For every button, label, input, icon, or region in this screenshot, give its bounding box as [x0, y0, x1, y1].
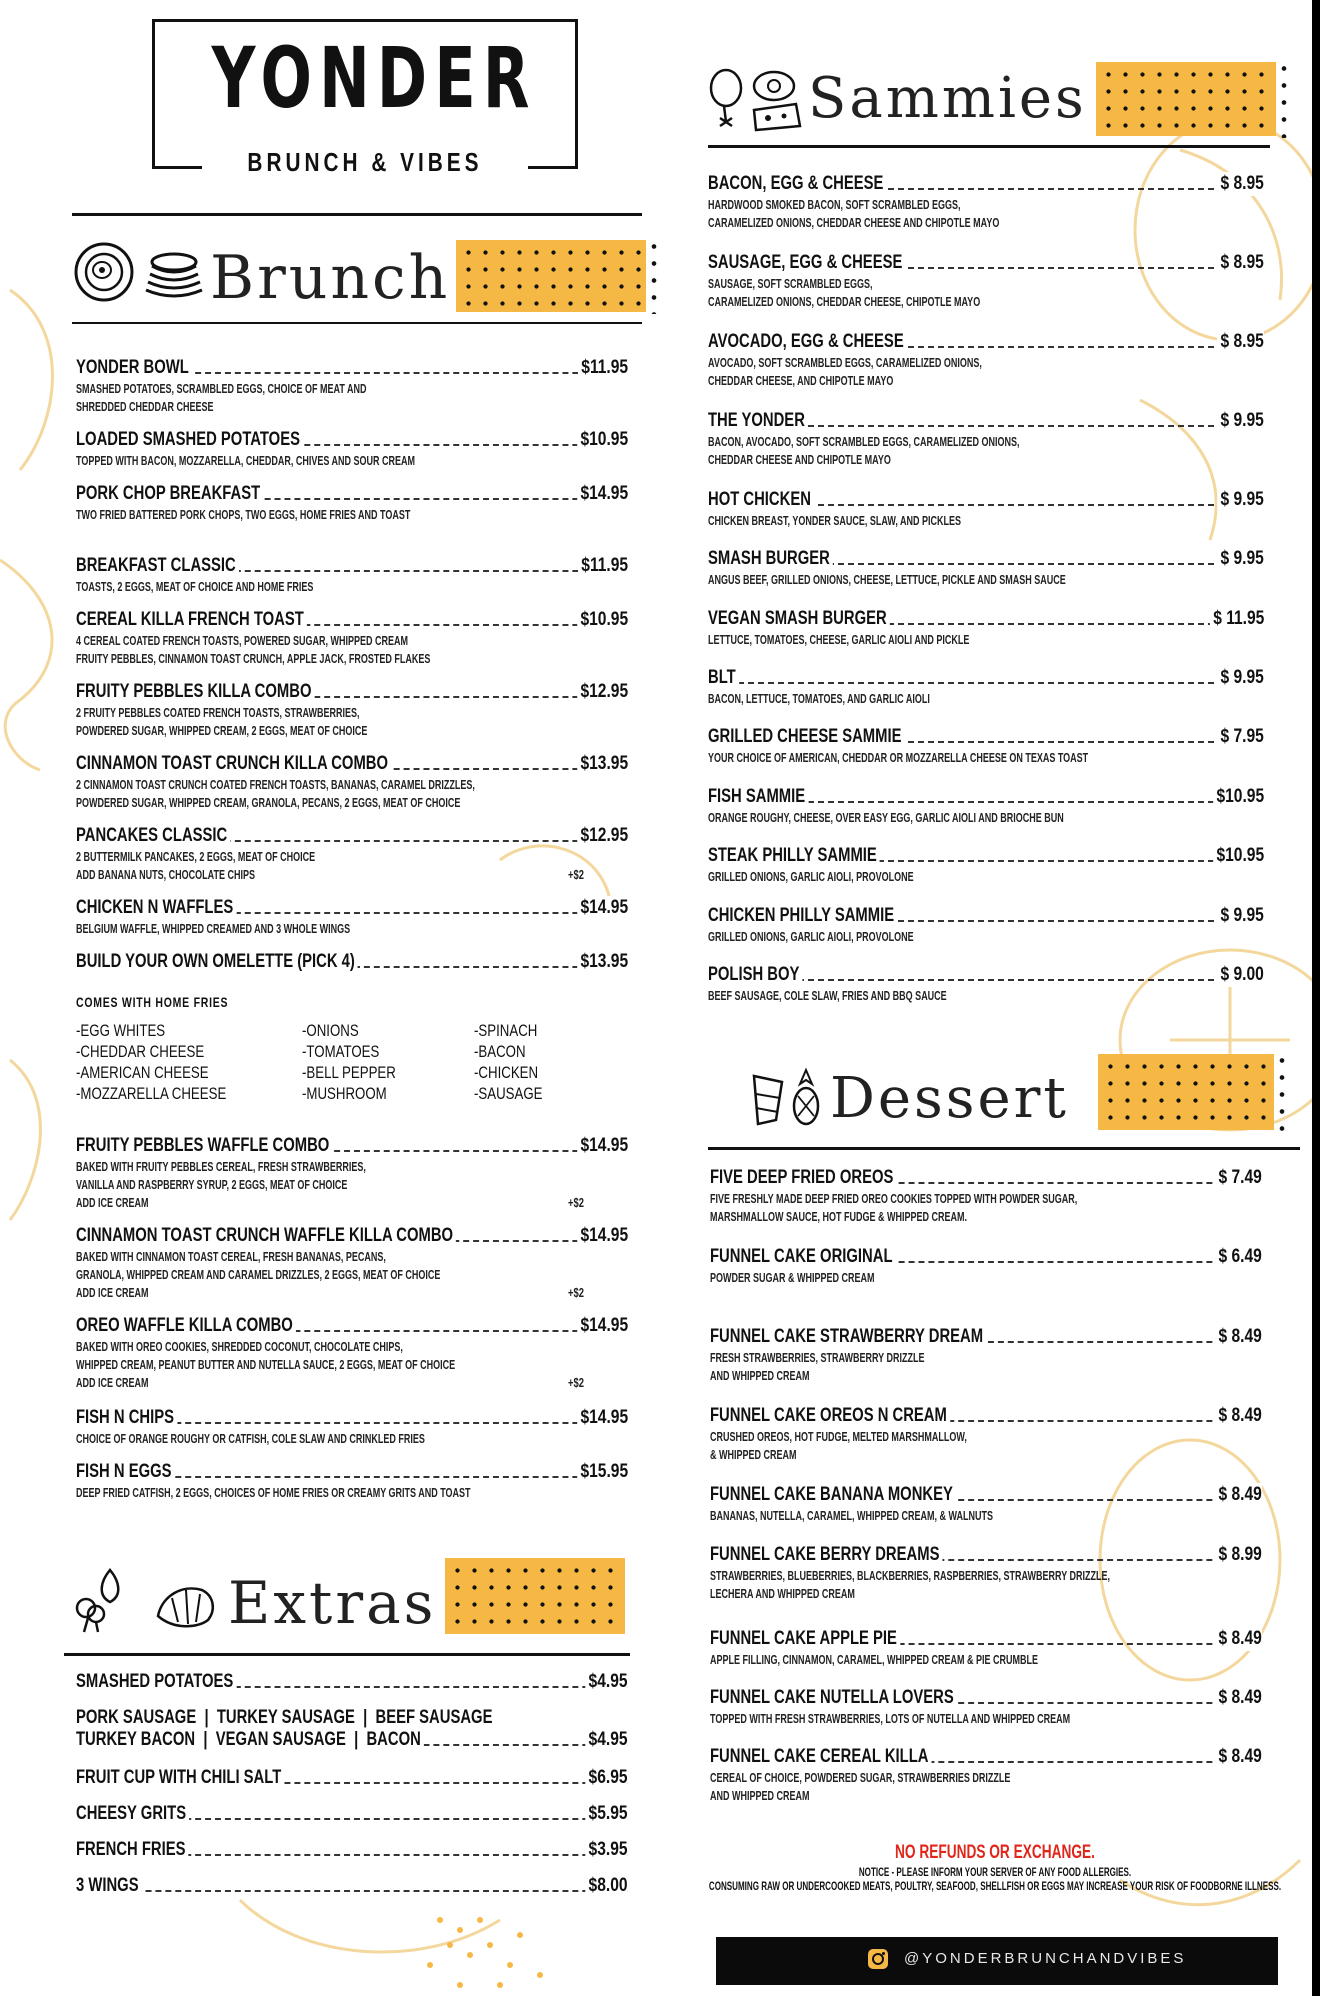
item-name: FRUITY PEBBLES KILLA COMBO: [76, 680, 315, 704]
sammies-header: [706, 56, 1296, 146]
item-description: BELGIUM WAFFLE, WHIPPED CREAMED AND 3 WHOLE WINGS: [76, 922, 351, 936]
dessert-rule: [708, 1147, 1300, 1150]
item-description: ANGUS BEEF, GRILLED ONIONS, CHEESE, LETTUCE, PICKLE AND SMASH SAUCE: [708, 573, 1066, 587]
item-price: $12.95: [577, 824, 628, 848]
item-name: LOADED SMASHED POTATOES: [76, 428, 303, 452]
notice-headline: NO REFUNDS OR EXCHANGE.: [895, 1842, 1095, 1863]
item-description: YOUR CHOICE OF AMERICAN, CHEDDAR OR MOZZARELLA CHEESE ON TEXAS TOAST: [708, 751, 1089, 765]
brunch-item[interactable]: [76, 1460, 628, 1502]
sammie-item[interactable]: [708, 785, 1264, 827]
dessert-header: [746, 1052, 1306, 1152]
item-description: 2 FRUITY PEBBLES COATED FRENCH TOASTS, STRAWBERRIES,: [76, 706, 360, 720]
omelette-options: [76, 1020, 596, 1110]
brunch-dot-edge: [650, 238, 658, 314]
item-price: $ 11.95: [1210, 607, 1264, 631]
item-price: $13.95: [577, 950, 628, 974]
brunch-header: [68, 232, 668, 322]
addon-price: +$2: [568, 1286, 584, 1300]
item-description: POWDERED SUGAR, WHIPPED CREAM, 2 EGGS, MEAT OF CHOICE: [76, 724, 368, 738]
dessert-item[interactable]: [710, 1245, 1262, 1287]
sammie-item[interactable]: [708, 904, 1264, 946]
item-price: $6.95: [586, 1766, 628, 1790]
item-description: 4 CEREAL COATED FRENCH TOASTS, POWERED SUGAR, WHIPPED CREAM: [76, 634, 409, 648]
item-addon: ADD ICE CREAM: [76, 1196, 149, 1210]
sammie-item[interactable]: [708, 666, 1264, 708]
item-description: GRILLED ONIONS, GARLIC AIOLI, PROVOLONE: [708, 870, 914, 884]
omelette-option: -MUSHROOM: [302, 1084, 387, 1103]
item-description: BANANAS, NUTELLA, CARAMEL, WHIPPED CREAM, & WALNUTS: [710, 1509, 993, 1523]
item-price: $ 7.95: [1217, 725, 1264, 749]
item-description: CHEDDAR CHEESE AND CHIPOTLE MAYO: [708, 453, 891, 467]
sammie-item[interactable]: [708, 725, 1264, 767]
item-price: $ 9.95: [1217, 488, 1264, 512]
addon-price: +$2: [568, 1196, 584, 1210]
brunch-item[interactable]: [76, 824, 628, 884]
item-price: $ 9.95: [1217, 666, 1264, 690]
omelette-option: -CHEDDAR CHEESE: [76, 1042, 205, 1061]
item-price: $14.95: [577, 896, 628, 920]
item-name: YONDER BOWL: [76, 356, 192, 380]
item-name: FUNNEL CAKE ORIGINAL: [710, 1245, 896, 1269]
sammies-title: Sammies: [808, 66, 1087, 131]
brand-tagline-wrap: [142, 147, 588, 177]
dot-leader: [708, 682, 1264, 684]
item-price: $5.95: [586, 1802, 628, 1826]
brunch-item[interactable]: [76, 482, 628, 524]
sammie-item[interactable]: [708, 330, 1264, 390]
item-description: TOASTS, 2 EGGS, MEAT OF CHOICE AND HOME FRIES: [76, 580, 314, 594]
omelette-option: -SPINACH: [474, 1021, 538, 1040]
brunch-item[interactable]: [76, 608, 628, 668]
item-description: CHICKEN BREAST, YONDER SAUCE, SLAW, AND PICKLES: [708, 514, 962, 528]
brunch-item[interactable]: [76, 554, 628, 596]
item-description: & WHIPPED CREAM: [710, 1448, 797, 1462]
item-price: $ 8.49: [1215, 1627, 1262, 1651]
extras-rule: [64, 1653, 630, 1656]
sammies-dot-pattern: [1096, 62, 1276, 136]
item-name: FIVE DEEP FRIED OREOS: [710, 1166, 896, 1190]
item-name: FRENCH FRIES: [76, 1838, 189, 1862]
omelette-option: -BELL PEPPER: [302, 1063, 396, 1082]
sammie-item[interactable]: [708, 844, 1264, 886]
item-name: 3 WINGS: [76, 1874, 142, 1898]
addon-price: +$2: [568, 868, 584, 882]
item-description: BEEF SAUSAGE, COLE SLAW, FRIES AND BBQ SAUCE: [708, 989, 947, 1003]
item-description: TWO FRIED BATTERED PORK CHOPS, TWO EGGS, HOME FRIES AND TOAST: [76, 508, 411, 522]
sammie-item[interactable]: [708, 547, 1264, 589]
item-price: $14.95: [577, 482, 628, 506]
item-price: $12.95: [577, 680, 628, 704]
omelette-option: -AMERICAN CHEESE: [76, 1063, 209, 1082]
item-price: $ 9.95: [1217, 409, 1264, 433]
item-description: CRUSHED OREOS, HOT FUDGE, MELTED MARSHMALLOW,: [710, 1430, 967, 1444]
item-description: CARAMELIZED ONIONS, CHEDDAR CHEESE, CHIPOTLE MAYO: [708, 295, 981, 309]
item-name: STEAK PHILLY SAMMIE: [708, 844, 880, 868]
item-description: POWDERED SUGAR, WHIPPED CREAM, GRANOLA, PECANS, 2 EGGS, MEAT OF CHOICE: [76, 796, 461, 810]
item-description: DEEP FRIED CATFISH, 2 EGGS, CHOICES OF HOME FRIES OR CREAMY GRITS AND TOAST: [76, 1486, 471, 1500]
item-description: GRILLED ONIONS, GARLIC AIOLI, PROVOLONE: [708, 930, 914, 944]
item-description: FRUITY PEBBLES, CINNAMON TOAST CRUNCH, APPLE JACK, FROSTED FLAKES: [76, 652, 431, 666]
item-description: HARDWOOD SMOKED BACON, SOFT SCRAMBLED EGGS,: [708, 198, 961, 212]
item-name: FRUITY PEBBLES WAFFLE COMBO: [76, 1134, 332, 1158]
item-description: BAKED WITH OREO COOKIES, SHREDDED COCONUT, CHOCOLATE CHIPS,: [76, 1340, 403, 1354]
extras-item[interactable]: [76, 1706, 628, 1752]
item-name: CHICKEN PHILLY SAMMIE: [708, 904, 897, 928]
item-price: $10.95: [1213, 785, 1264, 809]
social-handle[interactable]: @YONDERBRUNCHANDVIBES: [904, 1950, 1187, 1967]
dessert-title: Dessert: [830, 1066, 1069, 1131]
item-name: CINNAMON TOAST CRUNCH KILLA COMBO: [76, 752, 391, 776]
item-description: GRANOLA, WHIPPED CREAM AND CARAMEL DRIZZLES, 2 EGGS, MEAT OF CHOICE: [76, 1268, 441, 1282]
item-name: BACON, EGG & CHEESE: [708, 172, 887, 196]
extras-item[interactable]: [76, 1874, 628, 1898]
item-price: $ 6.49: [1215, 1245, 1262, 1269]
item-price: $3.95: [586, 1838, 628, 1862]
brunch-dot-pattern: [456, 240, 646, 312]
omelette-option: -CHICKEN: [474, 1063, 539, 1082]
item-name: BLT: [708, 666, 739, 690]
notice-block: [700, 1842, 1290, 1892]
brand-name: YONDER: [211, 29, 537, 127]
item-description: BACON, LETTUCE, TOMATOES, AND GARLIC AIOLI: [708, 692, 930, 706]
dessert-item[interactable]: [710, 1627, 1262, 1669]
item-description: SAUSAGE, SOFT SCRAMBLED EGGS,: [708, 277, 873, 291]
extras-header: [68, 1552, 668, 1652]
instagram-icon-dot: [882, 1952, 885, 1955]
item-name: FRUIT CUP WITH CHILI SALT: [76, 1766, 284, 1790]
item-price: $ 9.95: [1217, 904, 1264, 928]
brunch-item[interactable]: [76, 1406, 628, 1448]
item-price: $ 8.49: [1215, 1745, 1262, 1769]
omelette-option: -MOZZARELLA CHEESE: [76, 1084, 227, 1103]
brunch-item[interactable]: [76, 1134, 628, 1212]
item-name: SMASHED POTATOES: [76, 1670, 236, 1694]
dessert-item[interactable]: [710, 1483, 1262, 1525]
item-name: SMASH BURGER: [708, 547, 833, 571]
item-description: BAKED WITH FRUITY PEBBLES CEREAL, FRESH STRAWBERRIES,: [76, 1160, 366, 1174]
item-price: $ 8.49: [1215, 1404, 1262, 1428]
item-price: $ 8.95: [1217, 330, 1264, 354]
item-description: FRESH STRAWBERRIES, STRAWBERRY DRIZZLE: [710, 1351, 925, 1365]
item-description: APPLE FILLING, CINNAMON, CARAMEL, WHIPPED CREAM & PIE CRUMBLE: [710, 1653, 1039, 1667]
item-price: $14.95: [577, 1406, 628, 1430]
item-price: $14.95: [577, 1134, 628, 1158]
sammies-rule: [708, 145, 1270, 148]
sammie-item[interactable]: [708, 409, 1264, 469]
omelette-option: -TOMATOES: [302, 1042, 380, 1061]
item-name: SAUSAGE, EGG & CHEESE: [708, 251, 905, 275]
chicken-leg-icon: [706, 66, 746, 132]
pancakes-icon: [140, 242, 204, 306]
extras-item[interactable]: [76, 1670, 628, 1694]
item-name: FISH N CHIPS: [76, 1406, 177, 1430]
brunch-item[interactable]: [76, 752, 628, 812]
item-price: $11.95: [578, 554, 628, 578]
brunch-item[interactable]: [76, 356, 628, 416]
dessert-item[interactable]: [710, 1543, 1262, 1603]
item-description: AVOCADO, SOFT SCRAMBLED EGGS, CARAMELIZED ONIONS,: [708, 356, 982, 370]
item-name: HOT CHICKEN: [708, 488, 814, 512]
item-price: $10.95: [577, 428, 628, 452]
omelette-note: COMES WITH HOME FRIES: [76, 994, 229, 1010]
item-description: FIVE FRESHLY MADE DEEP FRIED OREO COOKIES TOPPED WITH POWDER SUGAR,: [710, 1192, 1078, 1206]
item-description: BACON, AVOCADO, SOFT SCRAMBLED EGGS, CARAMELIZED ONIONS,: [708, 435, 1020, 449]
item-price: $ 8.95: [1217, 251, 1264, 275]
item-name: FUNNEL CAKE APPLE PIE: [710, 1627, 900, 1651]
brunch-bottom-rule: [72, 322, 642, 324]
item-description: CEREAL OF CHOICE, POWDERED SUGAR, STRAWBERRIES DRIZZLE: [710, 1771, 1011, 1785]
item-name: THE YONDER: [708, 409, 808, 433]
item-description: STRAWBERRIES, BLUEBERRIES, BLACKBERRIES, RASPBERRIES, STRAWBERRY DRIZZLE,: [710, 1569, 1111, 1583]
plate-icon: [72, 240, 136, 304]
item-name: FISH N EGGS: [76, 1460, 175, 1484]
item-name: FUNNEL CAKE OREOS N CREAM: [710, 1404, 950, 1428]
brunch-top-rule: [72, 213, 642, 216]
item-price: $11.95: [578, 356, 628, 380]
egg-cheese-icon: [748, 66, 804, 136]
item-name: POLISH BOY: [708, 963, 803, 987]
item-price: $10.95: [577, 608, 628, 632]
extras-item[interactable]: [76, 1766, 628, 1790]
item-name: BUILD YOUR OWN OMELETTE (PICK 4): [76, 950, 358, 974]
item-description: LECHERA AND WHIPPED CREAM: [710, 1587, 855, 1601]
item-name: PORK CHOP BREAKFAST: [76, 482, 263, 506]
item-price: $14.95: [577, 1314, 628, 1338]
brunch-item[interactable]: [76, 896, 628, 938]
notice-raw-food: CONSUMING RAW OR UNDERCOOKED MEATS, POULTRY, SEAFOOD, SHELLFISH OR EGGS MAY INCREASE YOUR RISK OF FOODBORNE ILLNESS.: [708, 1881, 1282, 1893]
dessert-dot-edge: [1278, 1052, 1286, 1132]
item-name: CHEESY GRITS: [76, 1802, 189, 1826]
item-name: OREO WAFFLE KILLA COMBO: [76, 1314, 296, 1338]
croissant-icon: [152, 1576, 218, 1636]
item-description: 2 CINNAMON TOAST CRUNCH COATED FRENCH TOASTS, BANANAS, CARAMEL DRIZZLES,: [76, 778, 475, 792]
notice-allergy: NOTICE - PLEASE INFORM YOUR SERVER OF ANY FOOD ALLERGIES.: [858, 1867, 1132, 1879]
item-price: $ 8.49: [1215, 1686, 1262, 1710]
item-name: FUNNEL CAKE BANANA MONKEY: [710, 1483, 956, 1507]
item-description: 2 BUTTERMILK PANCAKES, 2 EGGS, MEAT OF CHOICE: [76, 850, 316, 864]
sammies-dot-edge: [1280, 60, 1288, 138]
item-price: $ 7.49: [1215, 1166, 1262, 1190]
item-addon: ADD ICE CREAM: [76, 1376, 149, 1390]
omelette-option: -SAUSAGE: [474, 1084, 543, 1103]
item-price: $ 8.49: [1215, 1325, 1262, 1349]
dessert-item[interactable]: [710, 1166, 1262, 1226]
dessert-item[interactable]: [710, 1745, 1262, 1805]
item-name: GRILLED CHEESE SAMMIE: [708, 725, 905, 749]
item-price: $10.95: [1213, 844, 1264, 868]
item-price: $4.95: [586, 1728, 628, 1752]
item-description: POWDER SUGAR & WHIPPED CREAM: [710, 1271, 875, 1285]
extras-dot-pattern: [445, 1558, 625, 1634]
item-description: MARSHMALLOW SAUCE, HOT FUDGE & WHIPPED CREAM.: [710, 1210, 967, 1224]
brunch-item[interactable]: [76, 680, 628, 740]
pineapple-icon: [790, 1066, 822, 1130]
item-name: VEGAN SMASH BURGER: [708, 607, 890, 631]
brunch-item[interactable]: [76, 428, 628, 470]
brand-tagline: BRUNCH & VIBES: [247, 147, 483, 177]
item-addon: ADD BANANA NUTS, CHOCOLATE CHIPS: [76, 868, 255, 882]
item-description: TOPPED WITH FRESH STRAWBERRIES, LOTS OF NUTELLA AND WHIPPED CREAM: [710, 1712, 1071, 1726]
brand-logo: [152, 19, 576, 177]
extras-item[interactable]: [76, 1838, 628, 1862]
item-description: CHOICE OF ORANGE ROUGHY OR CATFISH, COLE SLAW AND CRINKLED FRIES: [76, 1432, 425, 1446]
item-name: CINNAMON TOAST CRUNCH WAFFLE KILLA COMBO: [76, 1224, 456, 1248]
item-name: BREAKFAST CLASSIC: [76, 554, 239, 578]
social-bar[interactable]: [716, 1937, 1278, 1985]
garlic-broccoli-icon: [70, 1562, 134, 1634]
item-description: SMASHED POTATOES, SCRAMBLED EGGS, CHOICE OF MEAT AND: [76, 382, 367, 396]
brunch-title: Brunch: [210, 243, 451, 313]
item-name: CEREAL KILLA FRENCH TOAST: [76, 608, 307, 632]
item-name: FUNNEL CAKE CEREAL KILLA: [710, 1745, 932, 1769]
item-name: FUNNEL CAKE BERRY DREAMS: [710, 1543, 943, 1567]
item-name: CHICKEN N WAFFLES: [76, 896, 236, 920]
item-price: $15.95: [577, 1460, 628, 1484]
extras-item[interactable]: [76, 1802, 628, 1826]
item-description: LETTUCE, TOMATOES, CHEESE, GARLIC AIOLI AND PICKLE: [708, 633, 970, 647]
item-description: AND WHIPPED CREAM: [710, 1789, 810, 1803]
dessert-item[interactable]: [710, 1404, 1262, 1464]
dessert-item[interactable]: [710, 1686, 1262, 1728]
item-name: FUNNEL CAKE STRAWBERRY DREAM: [710, 1325, 986, 1349]
sammie-item[interactable]: [708, 607, 1264, 649]
dot-leader: [76, 1890, 628, 1892]
item-price: $ 8.99: [1215, 1543, 1262, 1567]
sammie-item[interactable]: [708, 488, 1264, 530]
dessert-dot-pattern: [1098, 1054, 1274, 1130]
item-description: AND WHIPPED CREAM: [710, 1369, 810, 1383]
item-price: $ 9.95: [1217, 547, 1264, 571]
item-name-line2: TURKEY BACON | VEGAN SAUSAGE | BACON: [76, 1728, 424, 1752]
item-price: $4.95: [586, 1670, 628, 1694]
item-description: SHREDDED CHEDDAR CHEESE: [76, 400, 214, 414]
item-price: $ 8.95: [1217, 172, 1264, 196]
sammie-item[interactable]: [708, 172, 1264, 232]
item-description: VANILLA AND RASPBERRY SYRUP, 2 EGGS, MEAT OF CHOICE: [76, 1178, 348, 1192]
item-description: BAKED WITH CINNAMON TOAST CEREAL, FRESH BANANAS, PECANS,: [76, 1250, 386, 1264]
item-description: ORANGE ROUGHY, CHEESE, OVER EASY EGG, GARLIC AIOLI AND BRIOCHE BUN: [708, 811, 1064, 825]
brunch-item[interactable]: [76, 950, 628, 974]
item-description: CARAMELIZED ONIONS, CHEDDAR CHEESE AND CHIPOTLE MAYO: [708, 216, 1000, 230]
item-description: WHIPPED CREAM, PEANUT BUTTER AND NUTELLA SAUCE, 2 EGGS, MEAT OF CHOICE: [76, 1358, 456, 1372]
item-name: FISH SAMMIE: [708, 785, 808, 809]
item-name: PANCAKES CLASSIC: [76, 824, 230, 848]
item-description: CHEDDAR CHEESE, AND CHIPOTLE MAYO: [708, 374, 894, 388]
item-price: $13.95: [577, 752, 628, 776]
addon-price: +$2: [568, 1376, 584, 1390]
cake-slice-icon: [748, 1066, 788, 1130]
brunch-item[interactable]: [76, 1314, 628, 1392]
instagram-icon[interactable]: [868, 1949, 888, 1969]
dessert-item[interactable]: [710, 1325, 1262, 1385]
item-price: $ 8.49: [1215, 1483, 1262, 1507]
item-name: AVOCADO, EGG & CHEESE: [708, 330, 907, 354]
item-price: $ 9.00: [1217, 963, 1264, 987]
omelette-option: -BACON: [474, 1042, 526, 1061]
sammie-item[interactable]: [708, 251, 1264, 311]
item-description: TOPPED WITH BACON, MOZZARELLA, CHEDDAR, CHIVES AND SOUR CREAM: [76, 454, 416, 468]
item-price: $14.95: [577, 1224, 628, 1248]
item-name: FUNNEL CAKE NUTELLA LOVERS: [710, 1686, 957, 1710]
extras-title: Extras: [228, 1569, 437, 1637]
omelette-option: -ONIONS: [302, 1021, 359, 1040]
brunch-item[interactable]: [76, 1224, 628, 1302]
sammie-item[interactable]: [708, 963, 1264, 1005]
item-addon: ADD ICE CREAM: [76, 1286, 149, 1300]
item-price: $8.00: [586, 1874, 628, 1898]
omelette-option: -EGG WHITES: [76, 1021, 166, 1040]
item-name: PORK SAUSAGE | TURKEY SAUSAGE | BEEF SAUSAGE: [76, 1706, 496, 1730]
